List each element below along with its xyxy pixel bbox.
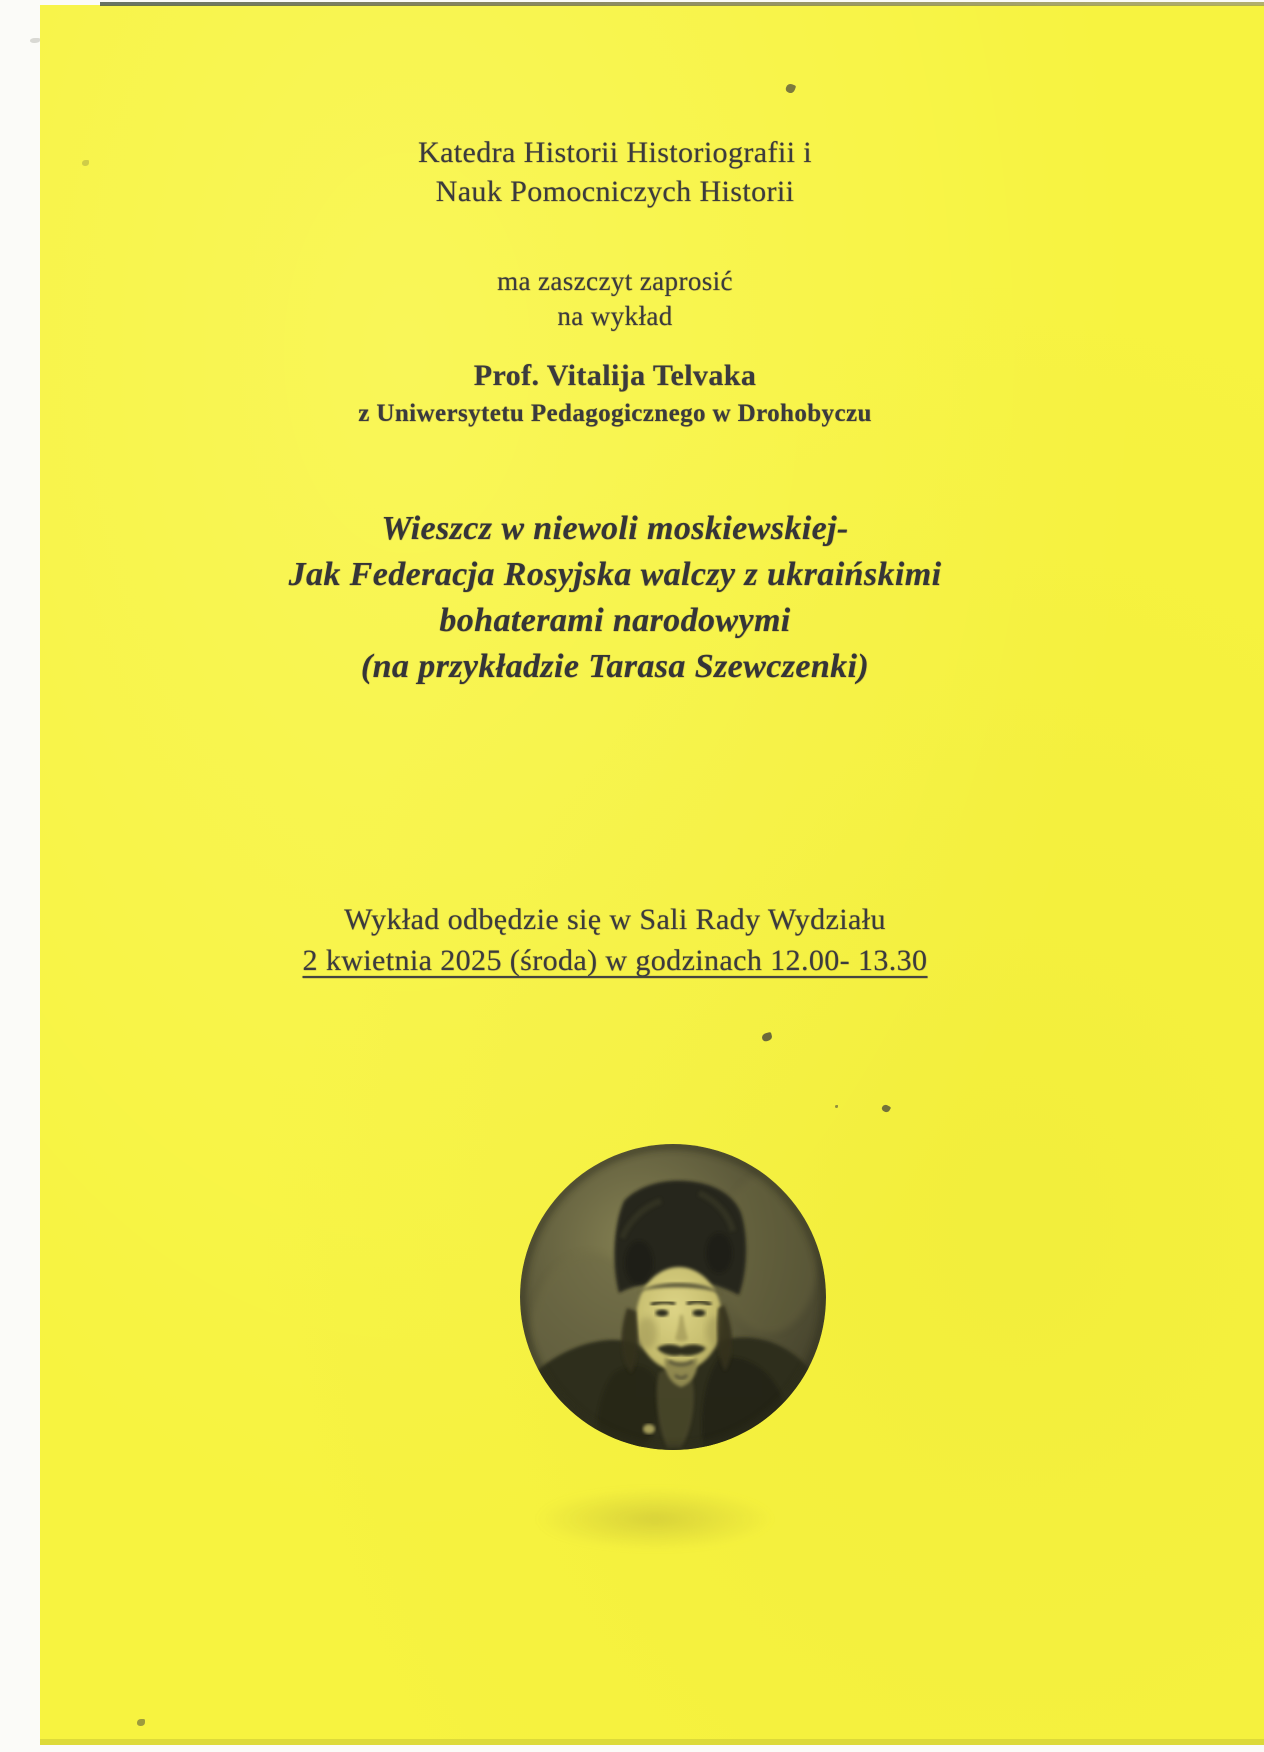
organizer-line-1: Katedra Historii Historiografii i [418,136,812,169]
lecture-details [0,899,1230,981]
scan-speck [137,1719,145,1726]
portrait-svg [519,1143,827,1451]
invitation-text [0,264,1230,334]
lecture-title-line-1: Wieszcz w niewoli moskiewskiej- [381,510,849,547]
lecture-title-line-3: bohaterami narodowymi [439,602,791,639]
organizer-heading [0,133,1230,211]
lecture-title-line-2: Jak Federacja Rosyjska walczy z ukraińskimi [288,556,942,593]
scan-speck [835,1105,838,1108]
scan-smudge [535,1488,775,1550]
scan-speck [82,160,89,166]
invitation-line-1: ma zaszczyt zaprosić [497,266,733,296]
paper-bottom-edge-shadow [40,1739,1264,1745]
organizer-line-2: Nauk Pomocniczych Historii [435,175,795,208]
venue-line: Wykład odbędzie się w Sali Rady Wydziału [344,903,886,936]
speaker-name: Prof. Vitalija Telvaka [473,359,757,392]
shevchenko-portrait-photo [519,1143,827,1451]
speaker-affiliation: z Uniwersytetu Pedagogicznego w Drohobyczu [358,400,872,427]
lecture-title-line-4: (na przykładzie Tarasa Szewczenki) [360,648,870,685]
datetime-line: 2 kwietnia 2025 (środa) w godzinach 12.00- 13.30 [302,944,928,977]
scan-speck [30,38,40,43]
lecture-title [0,506,1230,690]
invitation-line-2: na wykład [557,301,673,331]
paper-top-edge-shadow [100,2,1264,6]
